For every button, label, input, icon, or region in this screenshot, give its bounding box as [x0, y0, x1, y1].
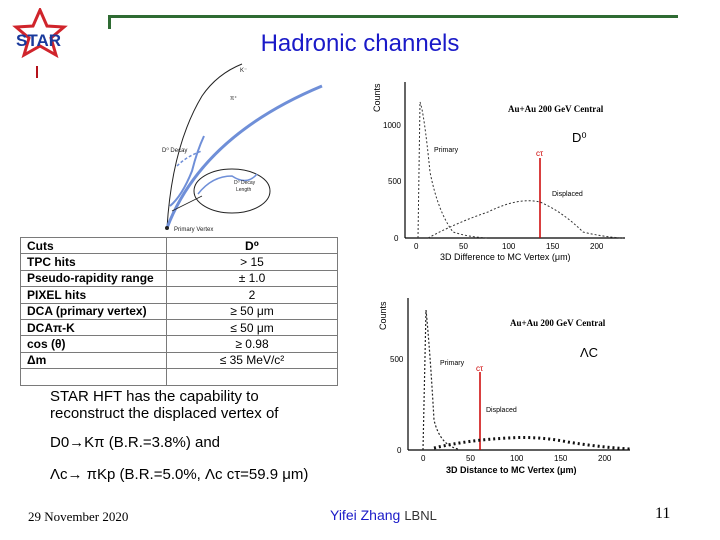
- lc-plot-x-tick: 150: [554, 454, 568, 463]
- lc-displaced-curve: [434, 438, 630, 450]
- d0-header-cell: D⁰: [167, 238, 338, 254]
- d0-plot-x-tick: 0: [414, 242, 419, 251]
- d0-primary-label: Primary: [434, 147, 459, 154]
- d0-plot-header: Au+Au 200 GeV Central: [508, 104, 604, 114]
- d0-primary-curve: [418, 102, 488, 238]
- cut-value: ≥ 50 μm: [167, 303, 338, 319]
- footer-author-name: Yifei Zhang: [330, 507, 401, 523]
- cut-name: DCA (primary vertex): [21, 303, 167, 319]
- lc-plot-x-tick: 0: [421, 454, 426, 463]
- d0-plot-y-label: Counts: [372, 83, 382, 112]
- footer-date: 29 November 2020: [28, 509, 129, 524]
- lc-primary-label: Primary: [440, 360, 465, 367]
- d0-plot-overlay-label: D⁰: [572, 130, 587, 145]
- table-row: [21, 303, 338, 319]
- lc-plot-y-label: Counts: [378, 301, 388, 330]
- star-logo-text: STAR: [16, 31, 62, 50]
- d0-plot-x-tick: 100: [502, 242, 516, 251]
- title-rule-horizontal: [108, 15, 678, 18]
- inset-label-2: Length: [236, 187, 252, 193]
- table-row: [21, 369, 338, 385]
- d0-vertex-plot: [368, 72, 630, 267]
- d0-flight-path: [167, 86, 322, 228]
- cut-value: > 15: [167, 254, 338, 270]
- cut-value: 2: [167, 287, 338, 303]
- d0-plot-y-tick: 1000: [383, 121, 401, 130]
- table-row: [21, 287, 338, 303]
- d0-plot-y-tick: 500: [388, 177, 402, 186]
- primary-vertex-dot: [165, 226, 169, 230]
- lc-plot-x-tick: 200: [598, 454, 612, 463]
- d0-displaced-label: Displaced: [552, 191, 583, 198]
- cut-value: ± 1.0: [167, 270, 338, 286]
- cuts-table: [20, 237, 338, 386]
- primary-vertex-label: Primary Vertex: [174, 227, 214, 233]
- lc-plot-overlay-label: ΛC: [580, 345, 599, 360]
- pion-label: π⁺: [230, 96, 238, 102]
- lc-plot-header: Au+Au 200 GeV Central: [510, 318, 606, 328]
- table-row: [21, 352, 338, 368]
- d0-plot-x-tick: 50: [459, 242, 468, 251]
- lc-plot-x-label: 3D Distance to MC Vertex (μm): [446, 465, 577, 475]
- table-row: [21, 254, 338, 270]
- lc-plot-y-tick: 0: [397, 446, 402, 455]
- d0-displaced-curve: [428, 201, 623, 238]
- table-row: [21, 270, 338, 286]
- cut-name: PIXEL hits: [21, 287, 167, 303]
- decay-label: D⁰ Decay: [162, 148, 188, 154]
- d0-ctau-label: cτ: [536, 149, 544, 158]
- lc-displaced-label: Displaced: [486, 407, 517, 414]
- footer-lab: LBNL: [404, 508, 437, 523]
- cut-name: TPC hits: [21, 254, 167, 270]
- description-line-1: STAR HFT has the capability to: [50, 388, 259, 405]
- inset-label-1: D⁰ Decay: [234, 180, 256, 186]
- cuts-table-header: [21, 238, 338, 254]
- cut-name: Pseudo-rapidity range: [21, 270, 167, 286]
- lc-plot-y-tick: 500: [390, 355, 404, 364]
- lc-plot-x-tick: 50: [466, 454, 475, 463]
- logo-divider: [36, 66, 38, 78]
- cut-value: ≤ 35 MeV/c²: [167, 352, 338, 368]
- footer-author: [330, 507, 437, 523]
- lc-primary-curve: [423, 310, 458, 450]
- cuts-header-cell: Cuts: [21, 238, 167, 254]
- cut-name: Δm: [21, 352, 167, 368]
- d0-plot-x-tick: 200: [590, 242, 604, 251]
- slide-title: Hadronic channels: [260, 30, 460, 57]
- cut-name: DCAπ-K: [21, 319, 167, 335]
- description-line-2: reconstruct the displaced vertex of: [50, 405, 279, 422]
- cut-name: cos (θ): [21, 336, 167, 352]
- lc-ctau-label: cτ: [476, 364, 484, 373]
- cut-value: ≥ 0.98: [167, 336, 338, 352]
- lc-plot-x-tick: 100: [510, 454, 524, 463]
- table-row: [21, 336, 338, 352]
- page-number: 11: [655, 505, 671, 522]
- d0-plot-x-tick: 150: [546, 242, 560, 251]
- d0-plot-y-tick: 0: [394, 234, 399, 243]
- description-line-4: Λc→ πKp (B.R.=5.0%, Λc cτ=59.9 μm): [50, 466, 309, 483]
- table-row: [21, 319, 338, 335]
- d0-plot-x-label: 3D Difference to MC Vertex (μm): [440, 252, 571, 262]
- kaon-label: K⁻: [240, 68, 248, 74]
- cut-value: [167, 369, 338, 385]
- decay-topology-figure: [122, 56, 340, 234]
- cut-name: [21, 369, 167, 385]
- cut-value: ≤ 50 μm: [167, 319, 338, 335]
- description-line-3: D0→Kπ (B.R.=3.8%) and: [50, 434, 221, 451]
- lc-vertex-plot: [368, 290, 632, 480]
